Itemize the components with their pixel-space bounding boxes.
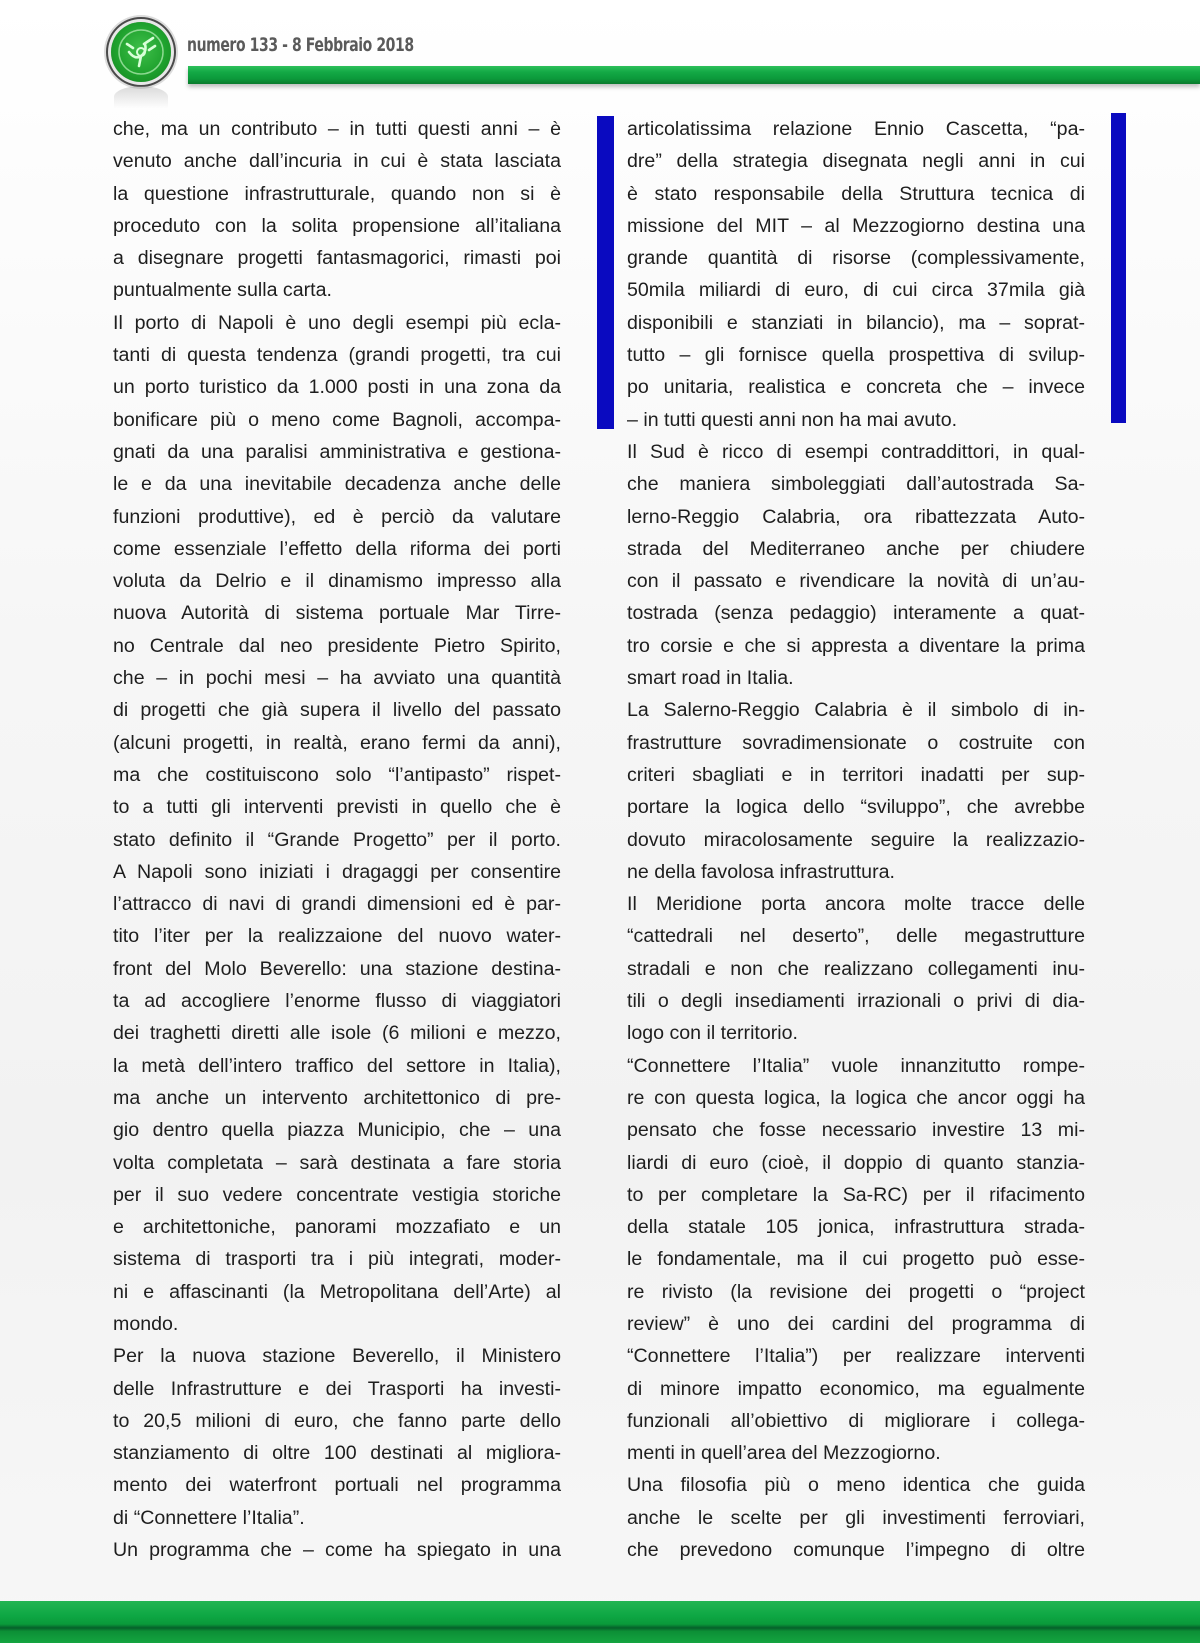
text-line: tito l’iter per la realizzaione del nuovo water- xyxy=(113,925,561,948)
issue-label: numero 133 - 8 Febbraio 2018 xyxy=(187,34,414,56)
text-line: sistema di trasporti tra i più integrati, moder- xyxy=(113,1248,561,1271)
text-line: Il Sud è ricco di esempi contraddittori, in qual- xyxy=(627,440,1085,463)
header-green-bar xyxy=(188,66,1200,84)
text-line: per il suo vedere concentrate vestigia storiche xyxy=(113,1183,561,1206)
text-line: dei traghetti diretti alle isole (6 milioni e mezzo, xyxy=(113,1022,561,1045)
text-line: di “Connettere l’Italia”. xyxy=(113,1506,305,1529)
text-line: mento dei waterfront portuali nel programma xyxy=(113,1474,561,1497)
logo-reflection xyxy=(114,86,168,108)
text-line: bonificare più o meno come Bagnoli, accompa- xyxy=(113,408,561,431)
text-line: logo con il territorio. xyxy=(627,1022,798,1045)
text-line: re rivisto (la revisione dei progetti o “project xyxy=(627,1280,1085,1303)
text-line: che – in pochi mesi – ha avviato una quantità xyxy=(113,667,561,690)
text-line: no Centrale dal neo presidente Pietro Spirito, xyxy=(113,634,561,657)
text-line: nuova Autorità di sistema portuale Mar Tirre- xyxy=(113,602,561,625)
text-line: pensato che fosse necessario investire 13 mi- xyxy=(627,1119,1085,1142)
text-line: della statale 105 jonica, infrastruttura strada- xyxy=(627,1216,1085,1239)
text-line: Un programma che – come ha spiegato in una xyxy=(113,1539,561,1562)
text-line: mondo. xyxy=(113,1312,179,1335)
text-line: tili o degli insediamenti irrazionali o privi di dia- xyxy=(627,990,1085,1013)
text-line: portare la logica dello “sviluppo”, che avrebbe xyxy=(627,796,1085,819)
text-line: grande quantità di risorse (complessivamente, xyxy=(627,247,1085,270)
text-line: stradali e non che realizzano collegamenti inu- xyxy=(627,957,1085,980)
text-line: to a tutti gli interventi previsti in quello che è xyxy=(113,796,561,819)
logo-icon xyxy=(111,22,171,82)
text-line: puntualmente sulla carta. xyxy=(113,279,332,302)
text-line: missione del MIT – al Mezzogiorno destina una xyxy=(627,214,1085,237)
text-line: po unitaria, realistica e concreta che – invece xyxy=(627,376,1085,399)
text-line: “cattedrali nel deserto”, delle megastrutture xyxy=(627,925,1085,948)
text-line: delle Infrastrutture e dei Trasporti ha investi- xyxy=(113,1377,561,1400)
text-line: A Napoli sono iniziati i dragaggi per consentire xyxy=(113,860,561,883)
text-line: ni e affascinanti (la Metropolitana dell’Arte) al xyxy=(113,1280,561,1303)
text-line: “Connettere l’Italia”) per realizzare interventi xyxy=(627,1345,1085,1368)
text-line: – in tutti questi anni non ha mai avuto. xyxy=(627,408,958,431)
quote-bar-left xyxy=(597,116,614,429)
text-line: l’attracco di navi di grandi dimensioni ed è par- xyxy=(113,893,561,916)
text-line: anche le scelte per gli investimenti ferroviari, xyxy=(627,1506,1085,1529)
text-line: proceduto con la solita propensione all’italiana xyxy=(113,214,561,237)
text-line: ma che costituiscono solo “l’antipasto” rispet- xyxy=(113,763,561,786)
text-line: tostrada (senza pedaggio) interamente a quat- xyxy=(627,602,1085,625)
text-line: volta completata – sarà destinata a fare storia xyxy=(113,1151,561,1174)
text-line: che maniera simboleggiati dall’autostrada Sa- xyxy=(627,473,1085,496)
text-line: review” è uno dei cardini del programma di xyxy=(627,1312,1085,1335)
text-line: a disegnare progetti fantasmagorici, rimasti poi xyxy=(113,247,561,270)
text-line: articolatissima relazione Ennio Cascetta, “pa- xyxy=(627,118,1085,140)
text-line: to per completare la Sa-RC) per il rifacimento xyxy=(627,1183,1085,1206)
text-line: le e da una inevitabile decadenza anche delle xyxy=(113,473,561,496)
text-line: Una filosofia più o meno identica che guida xyxy=(627,1474,1085,1497)
text-line: lerno-Reggio Calabria, ora ribattezzata Auto- xyxy=(627,505,1085,528)
text-line: gnati da una paralisi amministrativa e gestiona- xyxy=(113,440,561,463)
text-line: come essenziale l’effetto della riforma dei porti xyxy=(113,537,561,560)
text-line: con il passato e rivendicare la novità di un’au- xyxy=(627,570,1085,593)
text-line: Per la nuova stazione Beverello, il Ministero xyxy=(113,1345,561,1368)
text-line: venuto anche dall’incuria in cui è stata lasciata xyxy=(113,150,561,173)
footer-green-bar xyxy=(0,1601,1200,1643)
text-line: funzioni produttive), ed è perciò da valutare xyxy=(113,505,561,528)
text-line: che, ma un contributo – in tutti questi anni – è xyxy=(113,118,561,140)
text-line: front del Molo Beverello: una stazione destina- xyxy=(113,957,561,980)
text-line: strada del Mediterraneo anche per chiudere xyxy=(627,537,1085,560)
text-line: (alcuni progetti, in realtà, erano fermi da anni), xyxy=(113,731,561,754)
text-line: ne della favolosa infrastruttura. xyxy=(627,860,895,883)
text-line: tutto – gli fornisce quella prospettiva di svilup- xyxy=(627,344,1085,367)
text-line: frastrutture sovradimensionate o costruite con xyxy=(627,731,1085,754)
text-line: di minore impatto economico, ma egualmente xyxy=(627,1377,1085,1400)
text-line: è stato responsabile della Struttura tecnica di xyxy=(627,182,1085,205)
text-line: liardi di euro (cioè, il doppio di quanto stanzia- xyxy=(627,1151,1085,1174)
article-column-left xyxy=(113,113,561,1566)
text-line: “Connettere l’Italia” vuole innanzitutto rompe- xyxy=(627,1054,1085,1077)
text-line: tanti di questa tendenza (grandi progetti, tra cui xyxy=(113,344,561,367)
text-line: un porto turistico da 1.000 posti in una zona da xyxy=(113,376,561,399)
text-line: ma anche un intervento architettonico di pre- xyxy=(113,1086,561,1109)
text-line: criteri sbagliati e in territori inadatti per sup- xyxy=(627,763,1085,786)
text-line: di progetti che già supera il livello del passato xyxy=(113,699,561,722)
text-line: menti in quell’area del Mezzogiorno. xyxy=(627,1442,941,1465)
text-line: Il Meridione porta ancora molte tracce delle xyxy=(627,893,1085,916)
text-line: gio dentro quella piazza Municipio, che – una xyxy=(113,1119,561,1142)
text-line: stanziamento di oltre 100 destinati al migliora- xyxy=(113,1442,561,1465)
text-line: dovuto miracolosamente seguire la realizzazio- xyxy=(627,828,1085,851)
text-line: Il porto di Napoli è uno degli esempi più ecla- xyxy=(113,311,561,334)
text-line: funzionali all’obiettivo di migliorare i collega- xyxy=(627,1409,1085,1432)
text-line: smart road in Italia. xyxy=(627,667,794,690)
text-line: La Salerno-Reggio Calabria è il simbolo di in- xyxy=(627,699,1085,722)
text-line: disponibili e stanziati in bilancio), ma – soprat- xyxy=(627,311,1085,334)
text-line: la questione infrastrutturale, quando non si è xyxy=(113,182,561,205)
text-line: dre” della strategia disegnata negli anni in cui xyxy=(627,150,1085,173)
text-line: la metà dell’intero traffico del settore in Italia), xyxy=(113,1054,561,1077)
text-line: re con questa logica, la logica che ancor oggi ha xyxy=(627,1086,1085,1109)
text-line: voluta da Delrio e il dinamismo impresso alla xyxy=(113,570,561,593)
quote-bar-right xyxy=(1111,113,1126,423)
text-line: 50mila miliardi di euro, di cui circa 37mila già xyxy=(627,279,1085,302)
text-line: stato definito il “Grande Progetto” per il porto. xyxy=(113,828,561,851)
text-line: le fondamentale, ma il cui progetto può esse- xyxy=(627,1248,1085,1271)
text-line: ta ad accogliere l’enorme flusso di viaggiatori xyxy=(113,990,561,1013)
text-line: e architettoniche, panorami mozzafiato e un xyxy=(113,1216,561,1239)
text-line: to 20,5 milioni di euro, che fanno parte dello xyxy=(113,1409,561,1432)
text-line: che prevedono comunque l’impegno di oltre xyxy=(627,1539,1085,1562)
text-line: tro corsie e che si appresta a diventare la prima xyxy=(627,634,1085,657)
article-column-right xyxy=(627,113,1085,1566)
